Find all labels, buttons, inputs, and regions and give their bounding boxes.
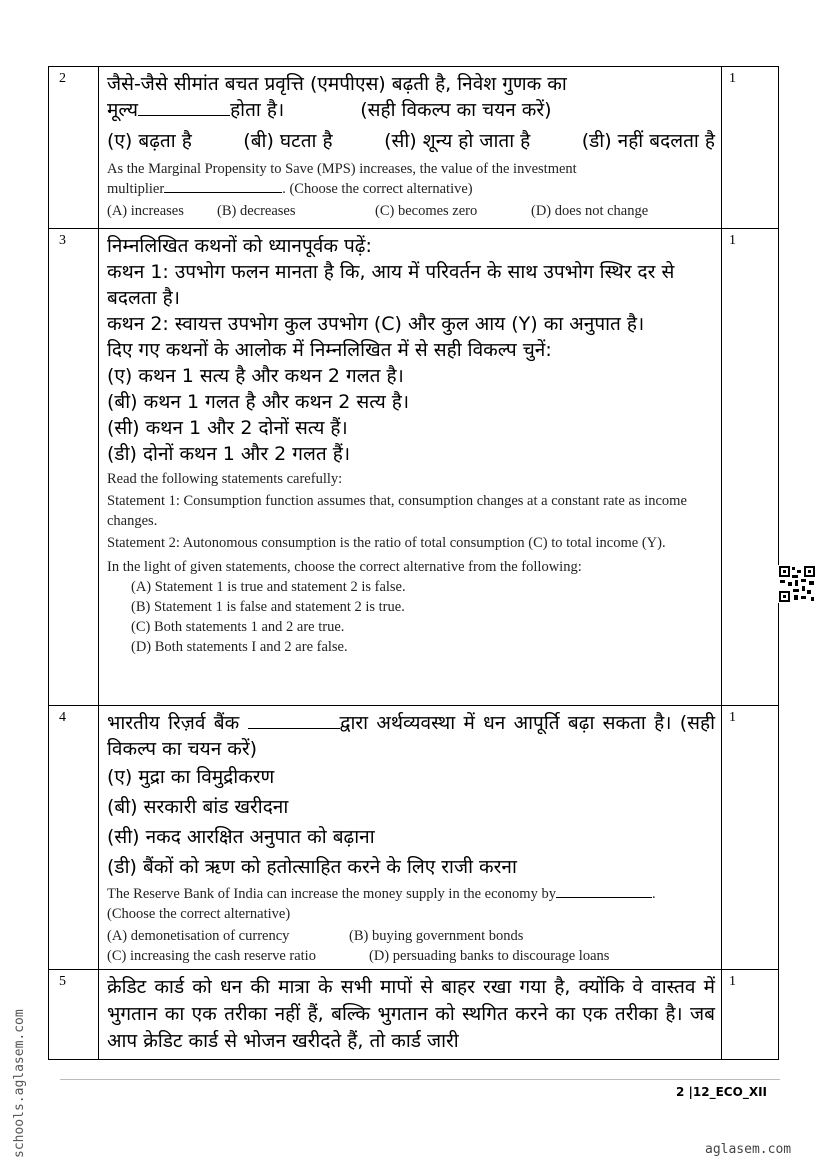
english-question-line: (Choose the correct alternative) [107,906,291,922]
hindi-paragraph: क्रेडिट कार्ड को धन की मात्रा के सभी मापों से बाहर रखा गया है, क्योंकि वे वास्तव में भुगतान का एक तरीका नहीं हैं, बल्कि भुगतान को स्थगित करने का एक तरीका है। जब आप क्रेडिट कार्ड से भोजन खरीदते हैं, तो कार्ड जारी [107,976,715,1052]
option-d: (डी) नहीं बदलता है [581,130,715,152]
question-marks: 1 [722,229,779,706]
question-number: 3 [49,229,99,706]
question-row-5 [49,970,779,1060]
option-c: (C) becomes zero [375,203,478,219]
option-c: (सी) नकद आरक्षित अनुपात को बढ़ाना [107,826,375,848]
question-body [99,706,722,970]
option-d: (डी) बैंकों को ऋण को हतोत्साहित करने के लिए राजी करना [107,856,517,878]
option-b: (बी) सरकारी बांड खरीदना [107,796,289,818]
option-a: (A) Statement 1 is true and statement 2 is false. [131,579,406,595]
hindi-options [107,127,715,155]
option-b: (बी) घटता है [243,130,333,152]
english-line: Statement 1: Consumption function assumes that, consumption changes at a constant rate as income changes. [107,493,687,529]
option-c: (C) increasing the cash reserve ratio [107,948,316,964]
english-options [107,926,715,946]
option-b: (B) Statement 1 is false and statement 2 is true. [131,599,405,615]
question-row-3 [49,229,779,706]
hindi-option: (सी) कथन 1 और 2 दोनों सत्य हैं। [107,417,348,439]
question-marks: 1 [722,67,779,229]
hindi-line: निम्नलिखित कथनों को ध्यानपूर्वक पढ़ें: [107,235,372,257]
hindi-question-line: जैसे-जैसे सीमांत बचत प्रवृत्ति (एमपीएस) बढ़ती है, निवेश गुणक का [107,73,567,95]
answer-blank [248,728,340,729]
questions-table [48,66,779,1060]
hindi-option: (डी) दोनों कथन 1 और 2 गलत हैं। [107,443,351,465]
hindi-option: (बी) कथन 1 गलत है और कथन 2 सत्य है। [107,391,410,413]
footer-divider [60,1079,780,1080]
question-number: 2 [49,67,99,229]
hindi-option: (ए) कथन 1 सत्य है और कथन 2 गलत है। [107,365,404,387]
page-reference: 2 |12_ECO_XII [676,1085,767,1099]
option-d: (D) Both statements I and 2 are false. [131,639,348,655]
option-d: (D) does not change [531,203,649,219]
side-watermark: schools.aglasem.com [12,1009,27,1158]
english-question-line: multiplier . (Choose the correct alternative) [107,181,473,197]
option-a: (A) increases [107,203,184,219]
option-b: (B) decreases [217,203,296,219]
english-question-line: As the Marginal Propensity to Save (MPS) increases, the value of the investment [107,161,577,177]
bottom-watermark: aglasem.com [705,1142,792,1157]
question-marks: 1 [722,970,779,1060]
option-a: (ए) बढ़ता है [107,130,192,152]
question-body [99,67,722,229]
answer-blank [556,897,652,898]
question-body [99,970,722,1060]
option-b: (B) buying government bonds [349,928,524,944]
hindi-question-line: मूल्य होता है। (सही विकल्प का चयन करें) [107,99,552,121]
question-marks: 1 [722,706,779,970]
answer-blank [138,115,230,116]
english-line: Read the following statements carefully: [107,471,343,487]
question-number: 4 [49,706,99,970]
option-c: (सी) शून्य हो जाता है [384,130,531,152]
english-options [107,201,715,221]
hindi-question: भारतीय रिज़र्व बैंक द्वारा अर्थव्यवस्था में धन आपूर्ति बढ़ा सकता है। (सही विकल्प का चयन करें) [107,712,715,760]
option-c: (C) Both statements 1 and 2 are true. [131,619,345,635]
option-a: (ए) मुद्रा का विमुद्रीकरण [107,766,275,788]
answer-blank [164,192,282,193]
english-line: Statement 2: Autonomous consumption is the ratio of total consumption (C) to total income (Y). [107,535,666,551]
option-a: (A) demonetisation of currency [107,928,290,944]
english-question-line: The Reserve Bank of India can increase the money supply in the economy by . [107,886,656,902]
question-number: 5 [49,970,99,1060]
question-row-4 [49,706,779,970]
qr-code-icon [778,565,816,603]
question-body [99,229,722,706]
english-line: In the light of given statements, choose the correct alternative from the following: [107,559,582,575]
english-options [107,946,715,966]
hindi-line: कथन 2: स्वायत्त उपभोग कुल उपभोग (C) और कुल आय (Y) का अनुपात है। [107,313,645,335]
option-d: (D) persuading banks to discourage loans [369,948,610,964]
question-row-2 [49,67,779,229]
hindi-line: कथन 1: उपभोग फलन मानता है कि, आय में परिवर्तन के साथ उपभोग स्थिर दर से बदलता है। [107,261,675,309]
hindi-line: दिए गए कथनों के आलोक में निम्नलिखित में से सही विकल्प चुनें: [107,339,552,361]
